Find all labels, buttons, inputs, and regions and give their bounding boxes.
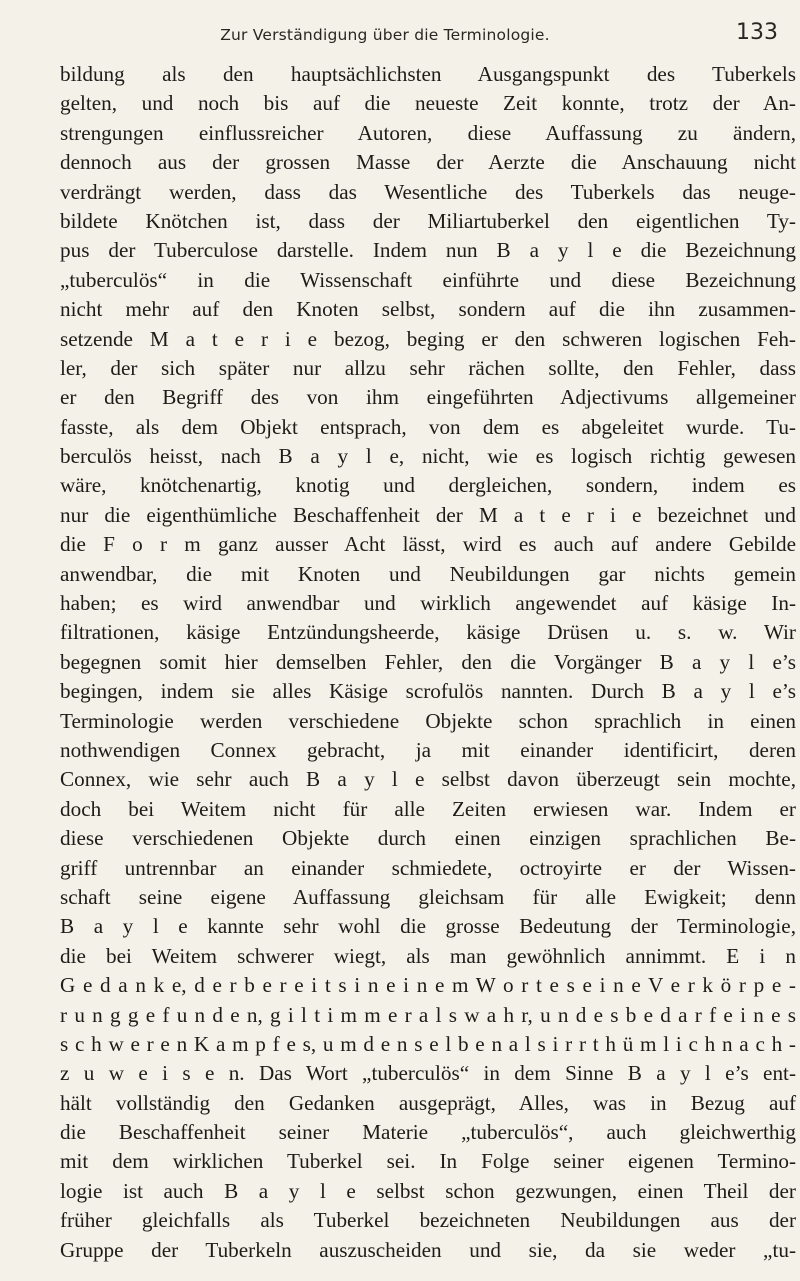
text-line: wäre, knötchenartig, knotig und dergleichen, sondern, indem es	[60, 473, 796, 498]
text-line: hält vollständig den Gedanken ausgeprägt, Alles, was in Bezug auf	[60, 1090, 796, 1115]
text-line: logie ist auch B a y l e selbst schon gezwungen, einen Theil der	[60, 1178, 796, 1203]
text-line: fasste, als dem Objekt entsprach, von dem es abgeleitet wurde. Tu-	[60, 414, 796, 439]
text-line: begegnen somit hier demselben Fehler, den die Vorgänger B a y l e’s	[60, 649, 796, 674]
text-line: haben; es wird anwendbar und wirklich angewendet auf käsige In-	[60, 591, 796, 616]
text-line: B a y l e kannte sehr wohl die grosse Bedeutung der Terminologie,	[60, 914, 796, 939]
text-line: setzende M a t e r i e bezog, beging er den schweren logischen Feh-	[60, 326, 796, 351]
page-header	[60, 20, 780, 56]
page-number: 133	[736, 20, 778, 45]
text-line: griff untrennbar an einander schmiedete, octroyirte er der Wissen-	[60, 855, 796, 880]
text-line: ler, der sich später nur allzu sehr rächen sollte, den Fehler, dass	[60, 355, 796, 380]
text-line: r u n g g e f u n d e n, g i l t i m m e r a l s w a h r, u n d e s b e d a r f e i n e s	[60, 1002, 796, 1027]
text-line: Terminologie werden verschiedene Objekte schon sprachlich in einen	[60, 708, 796, 733]
text-line: anwendbar, die mit Knoten und Neubildungen gar nichts gemein	[60, 561, 796, 586]
text-line: G e d a n k e, d e r b e r e i t s i n e i n e m W o r t e s e i n e V e r k ö r p e -	[60, 973, 796, 998]
text-line: Gruppe der Tuberkeln auszuscheiden und sie, da sie weder „tu-	[60, 1237, 796, 1262]
text-line: pus der Tuberculose darstelle. Indem nun B a y l e die Bezeichnung	[60, 238, 796, 263]
text-line: begingen, indem sie alles Käsige scrofulös nannten. Durch B a y l e’s	[60, 679, 796, 704]
text-line: nicht mehr auf den Knoten selbst, sondern auf die ihn zusammen-	[60, 297, 796, 322]
text-line: gelten, und noch bis auf die neueste Zeit konnte, trotz der An-	[60, 91, 796, 116]
text-line: bildete Knötchen ist, dass der Miliartuberkel den eigentlichen Ty-	[60, 208, 796, 233]
text-line: früher gleichfalls als Tuberkel bezeichneten Neubildungen aus der	[60, 1208, 796, 1233]
running-title: Zur Verständigung über die Terminologie.	[220, 26, 550, 44]
text-line: verdrängt werden, dass das Wesentliche des Tuberkels das neuge-	[60, 179, 796, 204]
text-line: z u w e i s e n. Das Wort „tuberculös“ in dem Sinne B a y l e’s ent-	[60, 1061, 796, 1086]
text-line: bildung als den hauptsächlichsten Ausgangspunkt des Tuberkels	[60, 62, 796, 86]
text-line: nothwendigen Connex gebracht, ja mit einander identificirt, deren	[60, 737, 796, 762]
text-line: Connex, wie sehr auch B a y l e selbst davon überzeugt sein mochte,	[60, 767, 796, 792]
text-line: doch bei Weitem nicht für alle Zeiten erwiesen war. Indem er	[60, 796, 796, 821]
text-line: er den Begriff des von ihm eingeführten Adjectivums allgemeiner	[60, 385, 796, 410]
text-line: berculös heisst, nach B a y l e, nicht, wie es logisch richtig gewesen	[60, 444, 796, 469]
text-line: „tuberculös“ in die Wissenschaft einführte und diese Bezeichnung	[60, 267, 796, 292]
text-line: die F o r m ganz ausser Acht lässt, wird es auch auf andere Gebilde	[60, 532, 796, 557]
text-line: diese verschiedenen Objekte durch einen einzigen sprachlichen Be-	[60, 826, 796, 851]
text-line: nur die eigenthümliche Beschaffenheit der M a t e r i e bezeichnet und	[60, 502, 796, 527]
text-line: s c h w e r e n K a m p f e s, u m d e n s e l b e n a l s i r r t h ü m l i c h n a c h -	[60, 1031, 796, 1056]
text-line: die Beschaffenheit seiner Materie „tuberculös“, auch gleichwerthig	[60, 1120, 796, 1145]
text-line: die bei Weitem schwerer wiegt, als man gewöhnlich annimmt. E i n	[60, 943, 796, 968]
text-line: mit dem wirklichen Tuberkel sei. In Folge seiner eigenen Termino-	[60, 1149, 796, 1174]
text-line: schaft seine eigene Auffassung gleichsam für alle Ewigkeit; denn	[60, 884, 796, 909]
body-text	[60, 60, 796, 1265]
text-line: filtrationen, käsige Entzündungsheerde, käsige Drüsen u. s. w. Wir	[60, 620, 796, 645]
text-line: strengungen einflussreicher Autoren, diese Auffassung zu ändern,	[60, 120, 796, 145]
text-line: dennoch aus der grossen Masse der Aerzte die Anschauung nicht	[60, 150, 796, 175]
